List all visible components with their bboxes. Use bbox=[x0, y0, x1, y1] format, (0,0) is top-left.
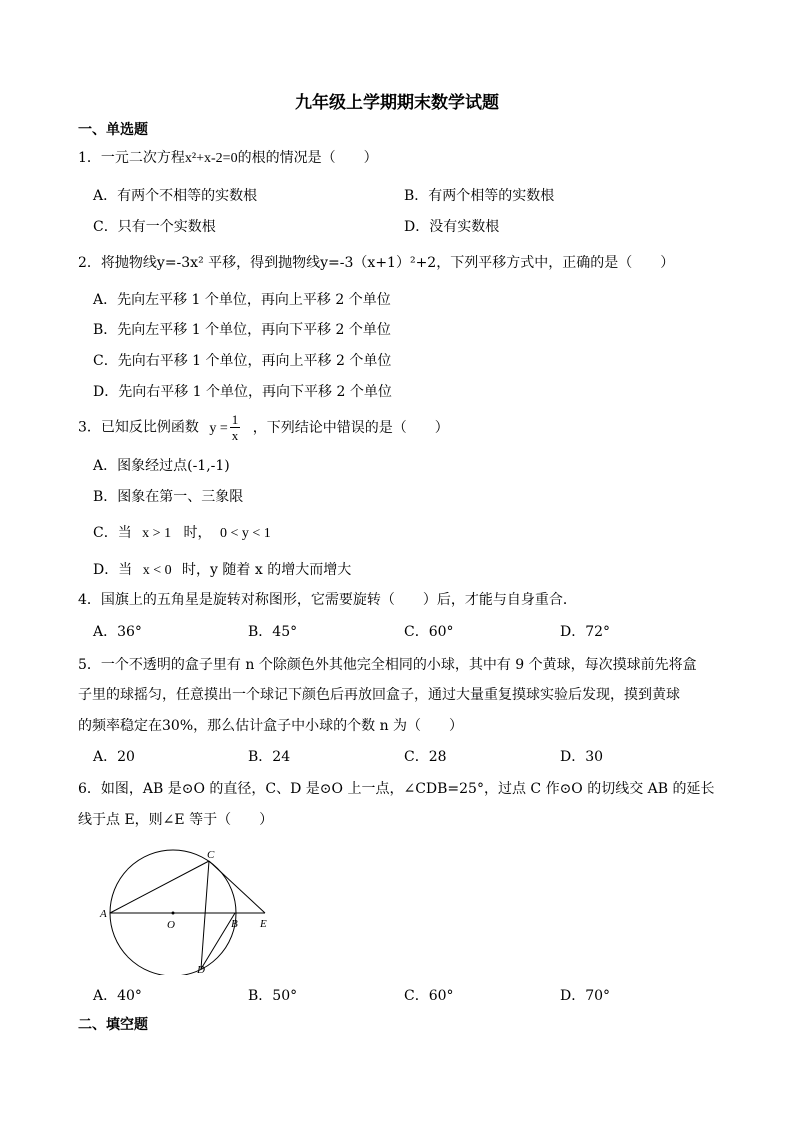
q5-option-b[interactable]: B．24 bbox=[248, 749, 291, 765]
center-point-o bbox=[172, 912, 175, 915]
label-b: B bbox=[231, 918, 238, 930]
q6-option-c[interactable]: C．60° bbox=[404, 988, 454, 1004]
label-a: A bbox=[100, 908, 107, 920]
label-d: D bbox=[197, 964, 205, 975]
q4-option-d[interactable]: D．72° bbox=[560, 624, 611, 640]
q3-option-a[interactable]: A．图象经过点(-1,-1) bbox=[93, 458, 230, 474]
question-2-stem: 2．将抛物线y=-3x² 平移，得到抛物线y=-3（x+1）²+2，下列平移方式中，正确的是（ ） bbox=[78, 255, 675, 271]
q1-stem-post: 的根的情况是（ ） bbox=[237, 150, 378, 166]
q3-fraction-numerator: 1 bbox=[231, 412, 239, 427]
q1-option-c[interactable]: C．只有一个实数根 bbox=[93, 219, 216, 235]
q3-d-pre: D．当 bbox=[93, 562, 133, 578]
q3-c-result: 0 < y < 1 bbox=[219, 526, 271, 541]
q4-option-b[interactable]: B．45° bbox=[248, 624, 298, 640]
question-5-line-3: 的频率稳定在30%，那么估计盒子中小球的个数 n 为（ ） bbox=[78, 718, 464, 734]
q1-option-d[interactable]: D．没有实数根 bbox=[404, 219, 500, 235]
q3-function-lhs: y = bbox=[209, 420, 228, 436]
q3-stem-post: ，下列结论中错误的是（ ） bbox=[252, 419, 449, 436]
section-heading-fill-blank: 二、填空题 bbox=[78, 1017, 148, 1033]
q3-option-d[interactable] bbox=[93, 560, 351, 581]
q3-c-pre: C．当 bbox=[93, 525, 132, 541]
question-6-line-1: 6．如图，AB 是⊙O 的直径，C、D 是⊙O 上一点，∠CDB=25°，过点 C 作⊙O 的切线交 AB 的延长 bbox=[78, 781, 715, 797]
q5-option-d[interactable]: D．30 bbox=[560, 749, 604, 765]
q1-option-b[interactable]: B．有两个相等的实数根 bbox=[404, 188, 555, 204]
q6-option-d[interactable]: D．70° bbox=[560, 988, 611, 1004]
q6-option-b[interactable]: B．50° bbox=[248, 988, 298, 1004]
q5-option-c[interactable]: C．28 bbox=[404, 749, 447, 765]
q1-equation: x²+x-2=0 bbox=[184, 151, 238, 166]
label-c: C bbox=[207, 849, 215, 861]
q5-option-a[interactable]: A．20 bbox=[93, 749, 135, 765]
q3-stem-pre: 3．已知反比例函数 bbox=[78, 419, 199, 436]
page-title: 九年级上学期期末数学试题 bbox=[295, 93, 499, 113]
q1-option-a[interactable]: A．有两个不相等的实数根 bbox=[93, 188, 258, 204]
chord-cd bbox=[201, 861, 209, 969]
q3-d-condition: x < 0 bbox=[142, 563, 172, 578]
question-5-line-1: 5．一个不透明的盒子里有 n 个除颜色外其他完全相同的小球，其中有 9 个黄球，每次摸球前先将盒 bbox=[78, 657, 697, 673]
tangent-ce bbox=[209, 861, 265, 913]
q3-function-fraction bbox=[230, 412, 241, 443]
q2-option-b[interactable]: B．先向左平移 1 个单位，再向下平移 2 个单位 bbox=[93, 322, 391, 338]
q4-option-a[interactable]: A．36° bbox=[93, 624, 142, 640]
question-1-stem bbox=[78, 148, 378, 169]
question-3-stem bbox=[78, 412, 449, 443]
q3-d-post: 时，y 随着 x 的增大而增大 bbox=[182, 562, 352, 578]
q3-option-c[interactable] bbox=[93, 523, 271, 544]
label-o: O bbox=[167, 919, 175, 931]
question-4-stem: 4．国旗上的五角星是旋转对称图形，它需要旋转（ ）后，才能与自身重合． bbox=[78, 592, 577, 608]
q3-c-condition: x > 1 bbox=[142, 526, 172, 541]
question-5-line-2: 子里的球摇匀，任意摸出一个球记下颜色后再放回盒子，通过大量重复摸球实验后发现，摸到黄球 bbox=[78, 687, 680, 703]
section-heading-single-choice: 一、单选题 bbox=[78, 122, 148, 138]
circle-geometry-figure bbox=[95, 845, 285, 975]
q3-c-mid: 时， bbox=[183, 525, 212, 541]
q6-option-a[interactable]: A．40° bbox=[93, 988, 142, 1004]
q2-option-d[interactable]: D．先向右平移 1 个单位，再向下平移 2 个单位 bbox=[93, 384, 392, 400]
q2-option-a[interactable]: A．先向左平移 1 个单位，再向上平移 2 个单位 bbox=[93, 292, 391, 308]
q3-fraction-denominator: x bbox=[231, 428, 239, 443]
q2-option-c[interactable]: C．先向右平移 1 个单位，再向上平移 2 个单位 bbox=[93, 353, 392, 369]
q4-option-c[interactable]: C．60° bbox=[404, 624, 454, 640]
question-6-line-2: 线于点 E，则∠E 等于（ ） bbox=[78, 812, 274, 828]
q1-stem-pre: 1．一元二次方程 bbox=[78, 150, 185, 166]
q3-option-b[interactable]: B．图象在第一、三象限 bbox=[93, 489, 244, 505]
chord-ac bbox=[110, 861, 209, 913]
label-e: E bbox=[260, 918, 267, 930]
